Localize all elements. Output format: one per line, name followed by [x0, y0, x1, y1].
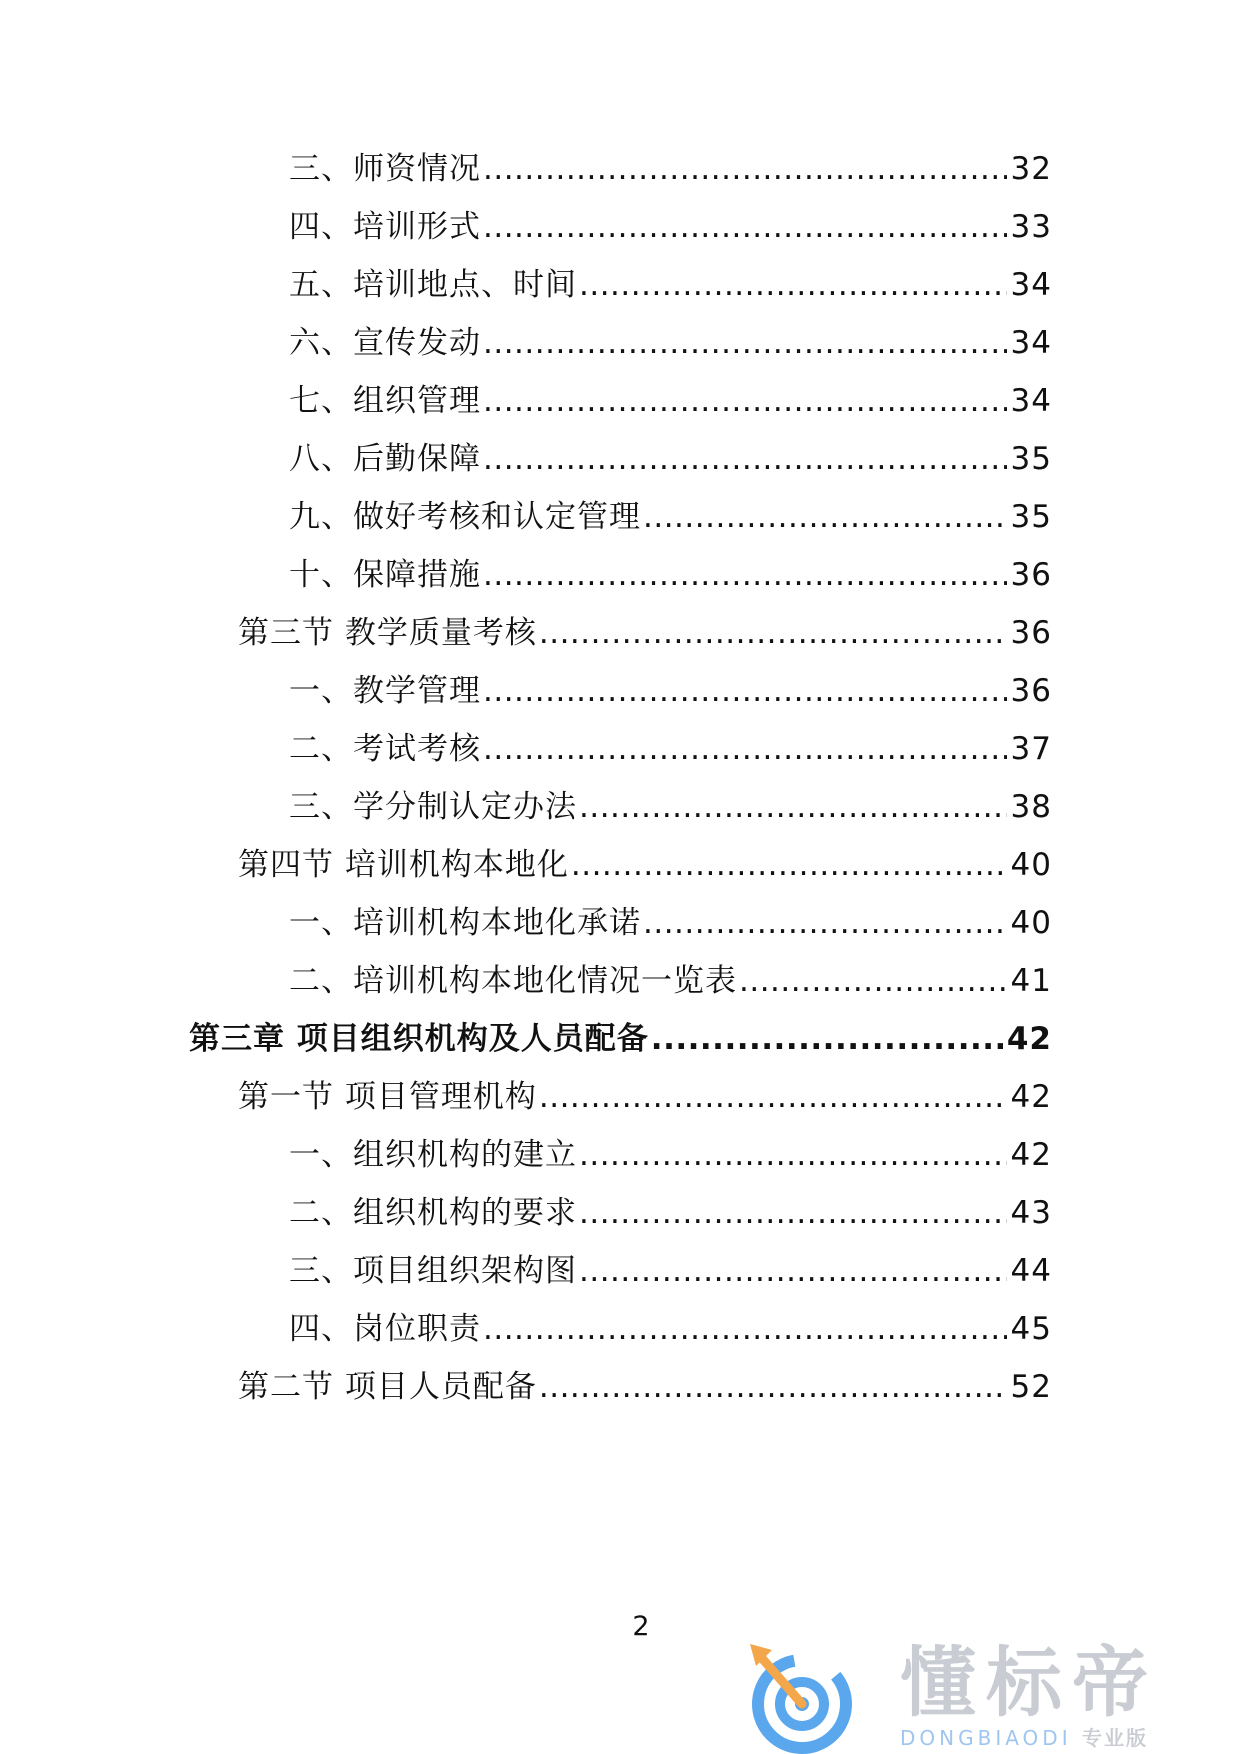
- toc-entry[interactable]: [289, 662, 1052, 720]
- toc-entry[interactable]: [289, 198, 1052, 256]
- toc-entry-label: 二、组织机构的要求: [289, 1195, 577, 1231]
- toc-entry[interactable]: [289, 488, 1052, 546]
- toc-leader-dots: [483, 662, 1007, 720]
- toc-entry-label: 六、宣传发动: [289, 325, 481, 361]
- toc-entry-page: 42: [1010, 1079, 1052, 1115]
- toc-entry[interactable]: [289, 894, 1052, 952]
- toc-leader-dots: [483, 720, 1007, 778]
- toc-section-entry[interactable]: [238, 604, 1052, 662]
- toc-entry[interactable]: [289, 314, 1052, 372]
- toc-entry-page: 36: [1010, 673, 1052, 709]
- toc-entry-page: 32: [1010, 151, 1052, 187]
- toc-entry[interactable]: [289, 546, 1052, 604]
- toc-entry-label: 十、保障措施: [289, 557, 481, 593]
- watermark-edition: 专业版: [1081, 1726, 1148, 1750]
- toc-entry-page: 44: [1010, 1253, 1052, 1289]
- toc-entry-page: 45: [1010, 1311, 1052, 1347]
- toc-leader-dots: [483, 372, 1007, 430]
- toc-section-entry[interactable]: [238, 1068, 1052, 1126]
- toc-entry-label: 第三节 教学质量考核: [238, 615, 537, 651]
- toc-leader-dots: [539, 1068, 1007, 1126]
- toc-entry-label: 二、培训机构本地化情况一览表: [289, 963, 737, 999]
- toc-section-entry[interactable]: [238, 836, 1052, 894]
- toc-entry-page: 52: [1010, 1369, 1052, 1405]
- toc-entry-page: 33: [1010, 209, 1052, 245]
- toc-entry-label: 三、师资情况: [289, 151, 481, 187]
- toc-entry-label: 一、教学管理: [289, 673, 481, 709]
- toc-leader-dots: [483, 314, 1007, 372]
- watermark: [742, 1636, 1212, 1754]
- toc-entry-label: 七、组织管理: [289, 383, 481, 419]
- target-logo-icon: [742, 1636, 872, 1754]
- toc-leader-dots: [651, 1010, 1003, 1068]
- toc-entry[interactable]: [289, 372, 1052, 430]
- page-number: 2: [632, 1611, 650, 1642]
- watermark-title: 懂标帝: [900, 1638, 1158, 1727]
- toc-entry[interactable]: [289, 1126, 1052, 1184]
- toc-entry-page: 41: [1010, 963, 1052, 999]
- toc-leader-dots: [483, 546, 1007, 604]
- toc-entry-label: 三、学分制认定办法: [289, 789, 577, 825]
- toc-leader-dots: [483, 198, 1007, 256]
- toc-leader-dots: [579, 1242, 1007, 1300]
- toc-entry-page: 40: [1010, 905, 1052, 941]
- watermark-subtitle: [900, 1726, 1148, 1750]
- toc-leader-dots: [579, 778, 1007, 836]
- toc-entry-label: 八、后勤保障: [289, 441, 481, 477]
- toc-entry-page: 35: [1010, 499, 1052, 535]
- toc-entry-label: 九、做好考核和认定管理: [289, 499, 641, 535]
- toc-entry[interactable]: [289, 1300, 1052, 1358]
- toc-leader-dots: [579, 1126, 1007, 1184]
- toc-entry-label: 四、岗位职责: [289, 1311, 481, 1347]
- toc-entry-page: 42: [1010, 1137, 1052, 1173]
- toc-section-entry[interactable]: [238, 1358, 1052, 1416]
- toc-entry-label: 三、项目组织架构图: [289, 1253, 577, 1289]
- toc-leader-dots: [483, 1300, 1007, 1358]
- toc-leader-dots: [739, 952, 1007, 1010]
- toc-entry[interactable]: [289, 952, 1052, 1010]
- toc-leader-dots: [483, 430, 1007, 488]
- toc-entry-label: 二、考试考核: [289, 731, 481, 767]
- toc-entry-label: 五、培训地点、时间: [289, 267, 577, 303]
- toc-entry[interactable]: [289, 1242, 1052, 1300]
- toc-entry-page: 40: [1010, 847, 1052, 883]
- toc-entry-page: 37: [1010, 731, 1052, 767]
- toc-leader-dots: [643, 894, 1007, 952]
- toc-entry[interactable]: [289, 778, 1052, 836]
- watermark-latin: DONGBIAODI: [900, 1726, 1072, 1750]
- toc-entry-label: 第二节 项目人员配备: [238, 1369, 537, 1405]
- toc-chapter-entry[interactable]: [189, 1010, 1052, 1068]
- toc-leader-dots: [483, 140, 1007, 198]
- toc-entry[interactable]: [289, 720, 1052, 778]
- toc-entry[interactable]: [289, 1184, 1052, 1242]
- toc-entry-page: 34: [1010, 267, 1052, 303]
- toc-leader-dots: [571, 836, 1007, 894]
- toc-entry-label: 四、培训形式: [289, 209, 481, 245]
- toc-entry-label: 第四节 培训机构本地化: [238, 847, 569, 883]
- toc-leader-dots: [539, 604, 1007, 662]
- toc-entry[interactable]: [289, 430, 1052, 488]
- toc-leader-dots: [539, 1358, 1007, 1416]
- toc-entry-page: 34: [1010, 325, 1052, 361]
- toc-entry-label: 第三章 项目组织机构及人员配备: [189, 1021, 649, 1057]
- toc-entry-page: 38: [1010, 789, 1052, 825]
- toc-leader-dots: [579, 1184, 1007, 1242]
- toc-entry-page: 36: [1010, 615, 1052, 651]
- toc-entry[interactable]: [289, 140, 1052, 198]
- toc-leader-dots: [643, 488, 1007, 546]
- toc-entry-page: 42: [1006, 1021, 1052, 1057]
- toc-entry[interactable]: [289, 256, 1052, 314]
- toc-entry-label: 一、培训机构本地化承诺: [289, 905, 641, 941]
- toc-entry-page: 34: [1010, 383, 1052, 419]
- toc-leader-dots: [579, 256, 1007, 314]
- toc-entry-label: 一、组织机构的建立: [289, 1137, 577, 1173]
- toc-entry-label: 第一节 项目管理机构: [238, 1079, 537, 1115]
- toc-entry-page: 43: [1010, 1195, 1052, 1231]
- toc-entry-page: 35: [1010, 441, 1052, 477]
- toc-entry-page: 36: [1010, 557, 1052, 593]
